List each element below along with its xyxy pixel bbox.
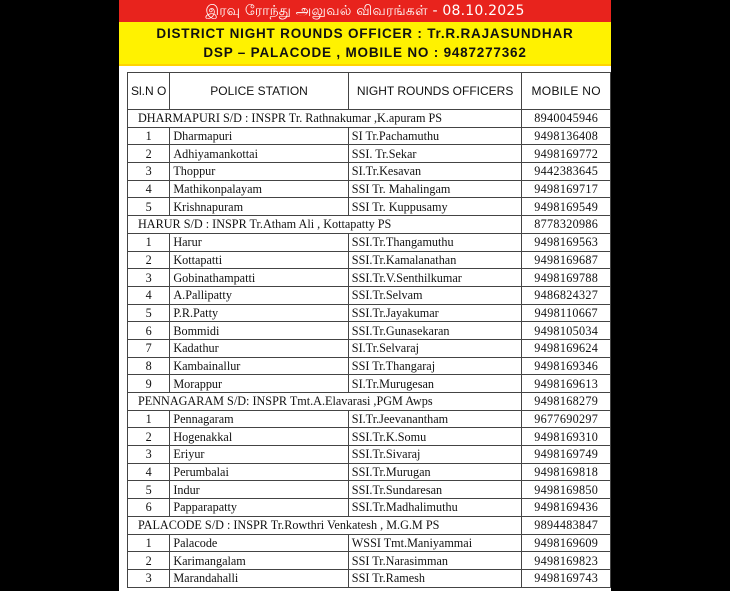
serial-cell: 5: [128, 198, 170, 216]
mobile-cell: 9498169436: [522, 499, 611, 517]
officer-cell: SSI.Tr.Selvam: [348, 286, 522, 304]
officer-cell: SSI.Tr.K.Somu: [348, 428, 522, 446]
officer-cell: SSI.Tr.Sundaresan: [348, 481, 522, 499]
officer-cell: SSI.Tr.Kamalanathan: [348, 251, 522, 269]
mobile-cell: 9498136408: [522, 127, 611, 145]
table-row: [128, 552, 611, 570]
police-station-cell: Perumbalai: [170, 463, 348, 481]
subdivision-mobile: 8940045946: [522, 110, 611, 128]
table-row: [128, 251, 611, 269]
police-station-cell: Palacode: [170, 534, 348, 552]
subdivision-title: DHARMAPURI S/D : INSPR Tr. Rathnakumar ,K.apuram PS: [128, 110, 522, 128]
officer-cell: SSI Tr.Thangaraj: [348, 357, 522, 375]
police-station-cell: Mathikonpalayam: [170, 180, 348, 198]
table-row: [128, 233, 611, 251]
table-row: [128, 269, 611, 287]
mobile-cell: 9498169717: [522, 180, 611, 198]
officer-cell: SI Tr.Pachamuthu: [348, 127, 522, 145]
officer-cell: SSI Tr.Narasimman: [348, 552, 522, 570]
mobile-cell: 9498169788: [522, 269, 611, 287]
police-station-cell: Eriyur: [170, 446, 348, 464]
subdivision-row: [128, 110, 611, 128]
table-row: [128, 163, 611, 181]
police-station-cell: Dharmapuri: [170, 127, 348, 145]
serial-cell: 1: [128, 233, 170, 251]
police-station-cell: A.Pallipatty: [170, 286, 348, 304]
officer-cell: SSI.Tr.V.Senthilkumar: [348, 269, 522, 287]
serial-cell: 5: [128, 304, 170, 322]
mobile-cell: 9486824327: [522, 286, 611, 304]
mobile-cell: 9498169687: [522, 251, 611, 269]
table-row: [128, 286, 611, 304]
police-station-cell: Indur: [170, 481, 348, 499]
mobile-cell: 9498169609: [522, 534, 611, 552]
officer-cell: SSI. Tr.Sekar: [348, 145, 522, 163]
officer-cell: WSSI Tmt.Maniyammai: [348, 534, 522, 552]
table-row: [128, 428, 611, 446]
subdivision-mobile: 8778320986: [522, 216, 611, 234]
officer-cell: SSI.Tr.Thangamuthu: [348, 233, 522, 251]
table-row: [128, 446, 611, 464]
police-station-cell: Thoppur: [170, 163, 348, 181]
police-station-cell: Kambainallur: [170, 357, 348, 375]
table-row: [128, 198, 611, 216]
serial-cell: 2: [128, 428, 170, 446]
serial-cell: 8: [128, 357, 170, 375]
officer-cell: SSI Tr. Kuppusamy: [348, 198, 522, 216]
police-station-cell: Papparapatty: [170, 499, 348, 517]
district-officer-line: DISTRICT NIGHT ROUNDS OFFICER : Tr.R.RAJASUNDHAR: [156, 26, 574, 41]
subdivision-mobile: 9498168279: [522, 393, 611, 411]
police-station-cell: Kadathur: [170, 339, 348, 357]
police-station-cell: Bommidi: [170, 322, 348, 340]
roster-body: [128, 110, 611, 588]
subdivision-title: PALACODE S/D : INSPR Tr.Rowthri Venkatesh , M.G.M PS: [128, 516, 522, 534]
mobile-cell: 9498169563: [522, 233, 611, 251]
table-header-row: [128, 73, 611, 110]
police-station-cell: Adhiyamankottai: [170, 145, 348, 163]
serial-cell: 3: [128, 163, 170, 181]
officer-cell: SSI Tr.Ramesh: [348, 569, 522, 587]
subdivision-title: HARUR S/D : INSPR Tr.Atham Ali , Kottapatty PS: [128, 216, 522, 234]
mobile-cell: 9498110667: [522, 304, 611, 322]
mobile-cell: 9498169613: [522, 375, 611, 393]
table-row: [128, 534, 611, 552]
officer-cell: SI.Tr.Selvaraj: [348, 339, 522, 357]
mobile-cell: 9677690297: [522, 410, 611, 428]
table-row: [128, 481, 611, 499]
mobile-cell: 9498169850: [522, 481, 611, 499]
serial-cell: 4: [128, 463, 170, 481]
mobile-cell: 9498169749: [522, 446, 611, 464]
table-row: [128, 463, 611, 481]
serial-cell: 4: [128, 286, 170, 304]
police-station-cell: Marandahalli: [170, 569, 348, 587]
officer-cell: SSI.Tr.Jayakumar: [348, 304, 522, 322]
police-station-cell: Gobinathampatti: [170, 269, 348, 287]
police-station-cell: Pennagaram: [170, 410, 348, 428]
mobile-cell: 9498169624: [522, 339, 611, 357]
subdivision-mobile: 9894483847: [522, 516, 611, 534]
serial-cell: 3: [128, 569, 170, 587]
table-row: [128, 357, 611, 375]
serial-cell: 2: [128, 145, 170, 163]
serial-cell: 9: [128, 375, 170, 393]
table-row: [128, 180, 611, 198]
subdivision-row: [128, 393, 611, 411]
table-row: [128, 304, 611, 322]
mobile-cell: 9498169823: [522, 552, 611, 570]
serial-cell: 3: [128, 446, 170, 464]
officer-cell: SI.Tr.Jeevanantham: [348, 410, 522, 428]
table-row: [128, 127, 611, 145]
mobile-cell: 9498169549: [522, 198, 611, 216]
serial-cell: 1: [128, 127, 170, 145]
column-header-officers: NIGHT ROUNDS OFFICERS: [348, 73, 522, 110]
column-header-mobile: MOBILE NO: [522, 73, 611, 110]
column-header-serial: Sl.N O: [128, 73, 170, 110]
police-station-cell: Harur: [170, 233, 348, 251]
mobile-cell: 9498169310: [522, 428, 611, 446]
district-officer-banner: [119, 22, 611, 66]
officer-cell: SSI.Tr.Murugan: [348, 463, 522, 481]
mobile-cell: 9498169743: [522, 569, 611, 587]
police-station-cell: Hogenakkal: [170, 428, 348, 446]
table-row: [128, 322, 611, 340]
column-header-police-station: POLICE STATION: [170, 73, 348, 110]
officer-cell: SI.Tr.Kesavan: [348, 163, 522, 181]
serial-cell: 7: [128, 339, 170, 357]
serial-cell: 4: [128, 180, 170, 198]
officer-cell: SSI.Tr.Gunasekaran: [348, 322, 522, 340]
officer-cell: SSI Tr. Mahalingam: [348, 180, 522, 198]
mobile-cell: 9498169772: [522, 145, 611, 163]
table-row: [128, 410, 611, 428]
mobile-cell: 9498169818: [522, 463, 611, 481]
page-title: இரவு ரோந்து அலுவல் விவரங்கள் - 08.10.2025: [119, 0, 611, 22]
police-station-cell: Krishnapuram: [170, 198, 348, 216]
table-row: [128, 499, 611, 517]
duty-roster-sheet: [119, 0, 611, 591]
subdivision-title: PENNAGARAM S/D: INSPR Tmt.A.Elavarasi ,PGM Awps: [128, 393, 522, 411]
serial-cell: 2: [128, 552, 170, 570]
mobile-cell: 9498105034: [522, 322, 611, 340]
serial-cell: 6: [128, 499, 170, 517]
police-station-cell: Karimangalam: [170, 552, 348, 570]
serial-cell: 1: [128, 410, 170, 428]
serial-cell: 6: [128, 322, 170, 340]
officer-cell: SI.Tr.Murugesan: [348, 375, 522, 393]
police-station-cell: Morappur: [170, 375, 348, 393]
serial-cell: 2: [128, 251, 170, 269]
table-row: [128, 375, 611, 393]
subdivision-row: [128, 216, 611, 234]
officer-cell: SSI.Tr.Sivaraj: [348, 446, 522, 464]
table-row: [128, 569, 611, 587]
table-row: [128, 145, 611, 163]
serial-cell: 3: [128, 269, 170, 287]
serial-cell: 1: [128, 534, 170, 552]
officer-cell: SSI.Tr.Madhalimuthu: [348, 499, 522, 517]
subdivision-row: [128, 516, 611, 534]
serial-cell: 5: [128, 481, 170, 499]
mobile-cell: 9498169346: [522, 357, 611, 375]
roster-table: [127, 72, 611, 588]
table-row: [128, 339, 611, 357]
mobile-cell: 9442383645: [522, 163, 611, 181]
police-station-cell: Kottapatti: [170, 251, 348, 269]
police-station-cell: P.R.Patty: [170, 304, 348, 322]
dsp-contact-line: DSP – PALACODE , MOBILE NO : 9487277362: [203, 45, 527, 60]
